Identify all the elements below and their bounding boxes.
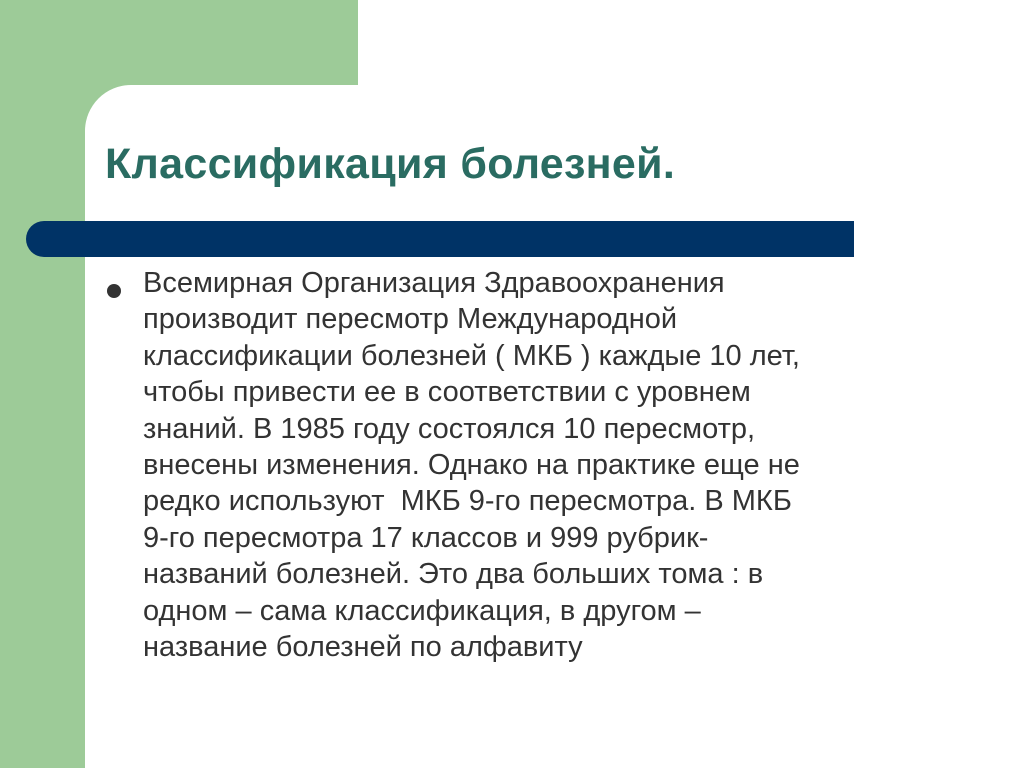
bullet-text-line: название болезней по алфавиту — [143, 631, 583, 664]
bullet-text-line: знаний. В 1985 году состоялся 10 пересмотр, — [143, 412, 756, 445]
bullet-text-line: названий болезней. Это два больших тома : в — [143, 558, 764, 591]
bullet-text-line: редко используют МКБ 9-го пересмотра. В МКБ — [143, 485, 792, 518]
bullet-text-line: чтобы привести ее в соответствии с уровнем — [143, 376, 751, 409]
bullet-text-line: внесены изменения. Однако на практике еще не — [143, 449, 800, 482]
bullet-text — [143, 265, 943, 665]
bullet-text-line: Всемирная Организация Здравоохранения — [143, 267, 725, 299]
bullet-icon — [107, 284, 121, 298]
bullet-text-line: классификации болезней ( МКБ ) каждые 10 лет, — [143, 339, 800, 372]
slide-title: Классификация болезней. — [105, 140, 676, 188]
bullet-text-line: производит пересмотр Международной — [143, 303, 678, 336]
bullet-text-line: одном – сама классификация, в другом – — [143, 594, 701, 627]
title-underline-bar — [26, 221, 854, 257]
bullet-text-line: 9-го пересмотра 17 классов и 999 рубрик- — [143, 521, 709, 554]
